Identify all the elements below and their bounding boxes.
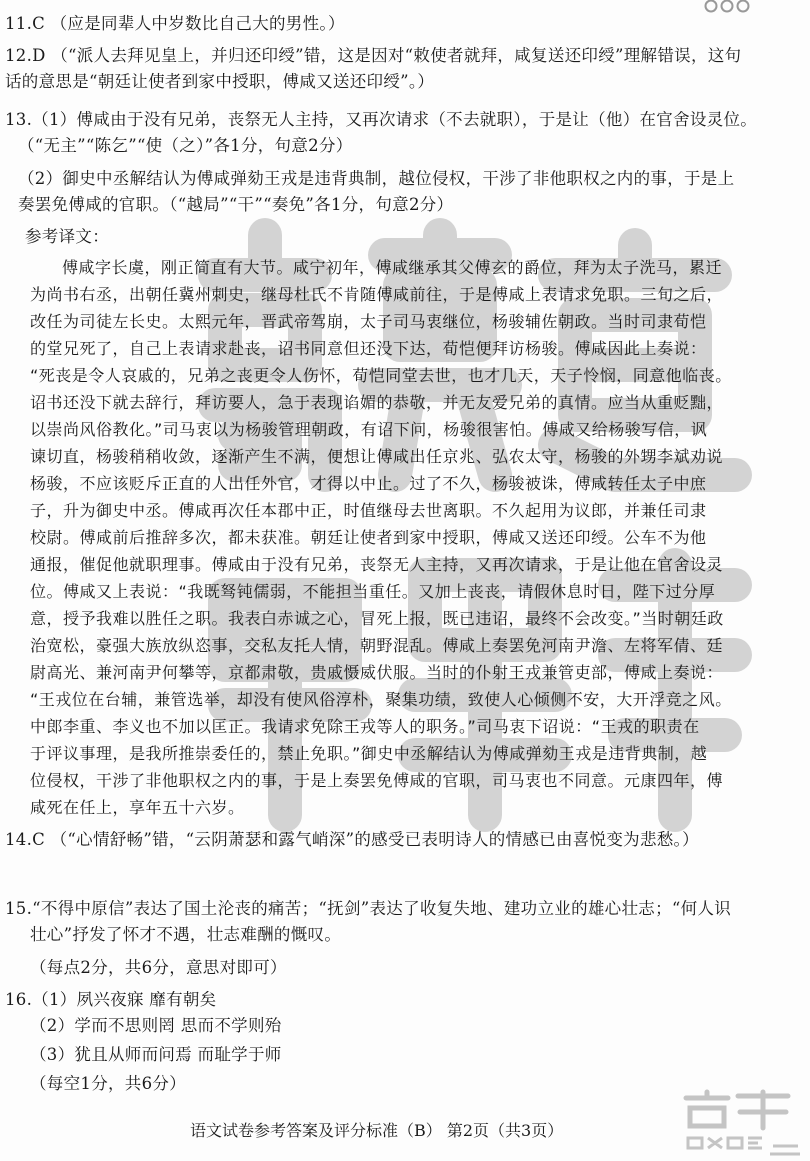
- translation-line: 杨骏，不应该贬斥正直的人出任外官，才得以中止。过了不久，杨骏被诛，傅咸转任太子中庶: [30, 474, 707, 493]
- translation-line: “王戎位在台辅，兼管选举，却没有使风俗淳朴，聚集功绩，致使人心倾侧不安，大开浮竞之风。: [30, 690, 732, 709]
- translation-line: 诏书还没下就去辞行，拜访要人，急于表现谄媚的恭敬，并无友爱兄弟的真情。应当从重贬黜，: [30, 393, 724, 412]
- answer-13-part2: （2）御史中丞解结认为傅咸弹劾王戎是违背典制，越位侵权，干涉了非他职权之内的事，于是上: [18, 169, 735, 188]
- answer-16-scoring: （每空1分，共6分）: [30, 1074, 186, 1093]
- page-footer: 语文试卷参考答案及评分标准（B） 第2页（共3页）: [190, 1121, 564, 1140]
- answer-15-continued: 壮心”抒发了怀才不遇，壮志难酬的慨叹。: [30, 925, 342, 944]
- translation-line: 为尚书右丞，出朝任冀州刺史，继母杜氏不肯随傅咸前往，于是傅咸上表请求免职。三旬之后，: [30, 285, 724, 304]
- answer-12: 12.D （“派人去拜见皇上，并归还印绶”错，这是因对“敕使者就拜，咸复送还印绶”理解错误，这句: [5, 46, 742, 65]
- answer-13-part1: 13.（1）傅咸由于没有兄弟，丧祭无人主持，又再次请求（不去就职），于是让（他）在官舍设灵位。: [5, 110, 758, 129]
- answer-12-continued: 话的意思是“朝廷让使者到家中授职，傅咸又送还印绶”。）: [5, 72, 435, 91]
- reference-translation-heading: 参考译文：: [25, 227, 109, 246]
- translation-line: 位侵权，干涉了非他职权之内的事，于是上奏罢免傅咸的官职，司马衷也不同意。元康四年，傅: [30, 771, 724, 790]
- translation-line: 意，授予我难以胜任之职。我表白赤诚之心，冒死上报，既已违诏，最终不会改变。”当时朝廷政: [30, 609, 724, 628]
- translation-line: 位。傅咸又上表说：“我既驽钝儒弱，不能担当重任。又加上丧丧，请假休息时日，陛下过分厚: [30, 582, 716, 601]
- answer-13-part2-continued: 奏罢免傅咸的官职。（“越局”“干”“奏免”各1分，句意2分）: [18, 195, 454, 214]
- answer-15-scoring: （每点2分，共6分，意思对即可）: [30, 958, 287, 977]
- decorative-circles-icon: [702, 0, 762, 14]
- translation-line: 校尉。傅咸前后推辞多次，都未获准。朝廷让使者到家中授职，傅咸又送还印绶。公车不为他: [30, 528, 707, 547]
- translation-line: 通报，催促他就职理事。傅咸由于没有兄弟，丧祭无人主持，又再次请求，于是让他在官舍设灵: [30, 555, 724, 574]
- translation-line: 治宽松，豪强大族放纵恣事，交私友托人情，朝野混乱。傅咸上奏罢免河南尹澹、左将军倩、廷: [30, 636, 724, 655]
- answer-16-part2: （2）学而不思则罔 思而不学则殆: [30, 1016, 282, 1035]
- answer-13-part1-scoring: （“无主”“陈乞”“使（之）”各1分，句意2分）: [18, 136, 353, 155]
- answer-16-part3: （3）犹且从师而问焉 而耻学于师: [30, 1045, 282, 1064]
- answer-14: 14.C （“心情舒畅”错，“云阴萧瑟和露气峭深”的感受已表明诗人的情感已由喜悦变为悲愁。）: [5, 830, 699, 849]
- translation-line: 子，升为御史中丞。傅咸再次任本郡中正，时值继母去世离职。不久起用为议郎，并兼任司隶: [30, 501, 707, 520]
- translation-line: “死丧是令人哀戚的，兄弟之丧更令人伤怀，荀恺同堂去世，也才几天，天子怜悯，同意他临丧。: [30, 366, 732, 385]
- translation-line: 咸死在任上，享年五十六岁。: [30, 798, 245, 817]
- translation-line: 改任为司徒左长史。太熙元年，晋武帝驾崩，太子司马衷继位，杨骏辅佐朝政。当时司隶荀恺: [30, 312, 707, 331]
- translation-line: 于评议事理，是我所推崇委任的，禁止免职。”御史中丞解结认为傅咸弹劾王戎是违背典制，越: [30, 744, 708, 763]
- answer-16-part1: 16.（1）夙兴夜寐 靡有朝矣: [5, 990, 217, 1009]
- translation-line: 谏切直，杨骏稍稍收敛，逐渐产生不满，便想让傅咸出任京兆、弘农太守，杨骏的外甥李斌劝说: [30, 447, 724, 466]
- answer-11: 11.C （应是同辈人中岁数比自己大的男性。）: [5, 14, 345, 33]
- translation-line: 尉高光、兼河南尹何攀等，京都肃敬，贵戚慑威伏服。当时的仆射王戎兼管吏部，傅咸上奏说：: [30, 663, 724, 682]
- brand-stamp-logo: [678, 1088, 808, 1161]
- answer-15: 15.“不得中原信”表达了国土沦丧的痛苦；“抚剑”表达了收复失地、建功立业的雄心壮志；“何人识: [5, 899, 732, 918]
- translation-line: 中郎李重、李义也不加以匡正。我请求免除王戎等人的职务。”司马衷下诏说：“王戎的职责在: [30, 717, 700, 736]
- translation-line: 的堂兄死了，自己上表请求赴丧，诏书同意但还没下达，荀恺便拜访杨骏。傅咸因此上奏说：: [30, 339, 707, 358]
- translation-line: 以崇尚风俗教化。”司马衷以为杨骏管理朝政，有诏下问，杨骏很害怕。傅咸又给杨骏写信，讽: [30, 420, 708, 439]
- translation-line: 傅咸字长虞，刚正简直有大节。咸宁初年，傅咸继承其父傅玄的爵位，拜为太子洗马，累迁: [62, 258, 723, 277]
